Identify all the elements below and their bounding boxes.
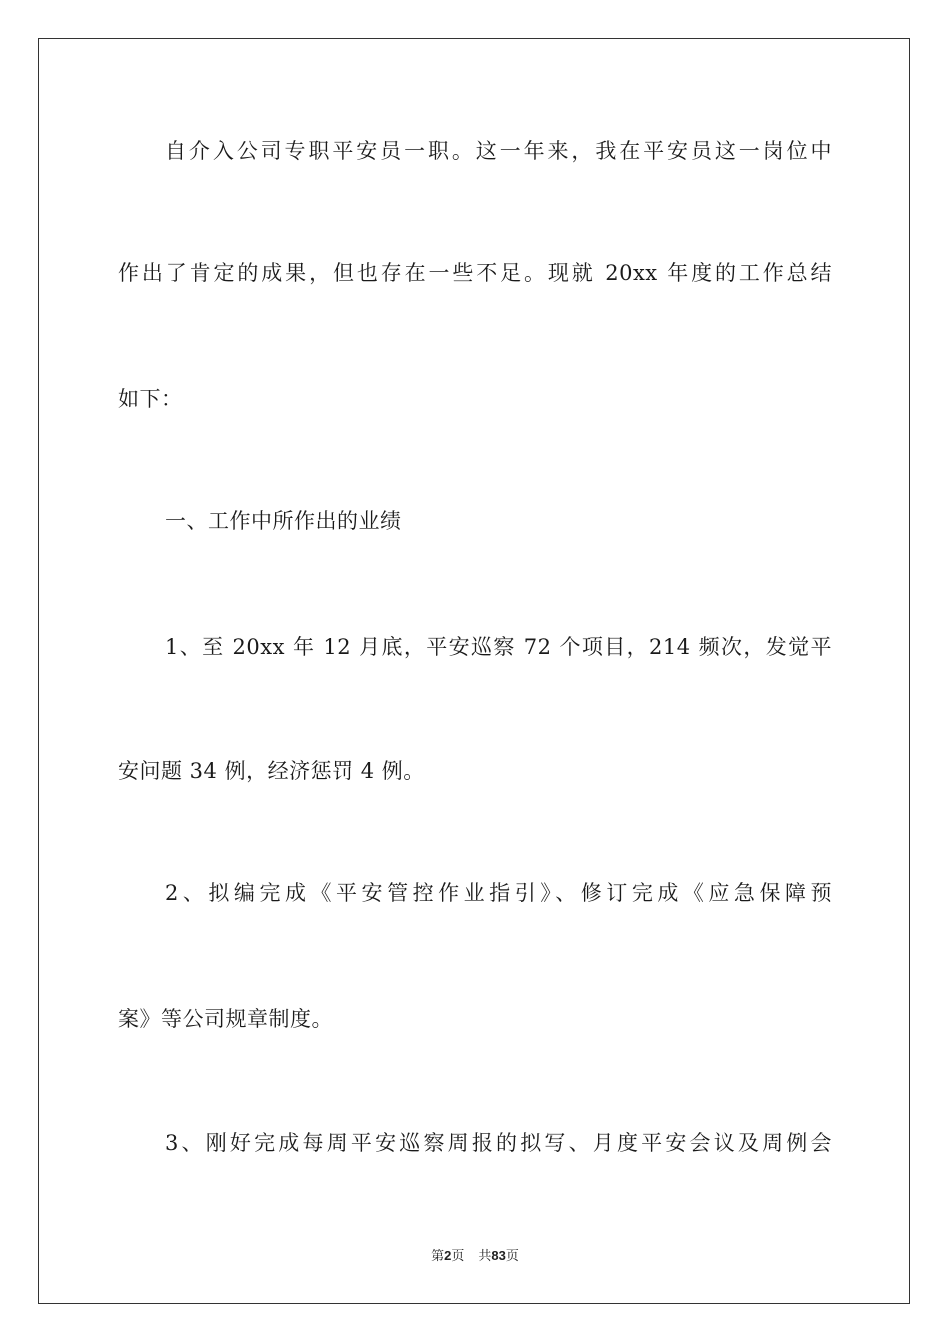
paragraph-line: 如下： bbox=[118, 387, 183, 411]
page-border bbox=[38, 38, 910, 1304]
footer-total-pages: 83 bbox=[491, 1248, 506, 1263]
paragraph-line: 案》等公司规章制度。 bbox=[118, 1007, 333, 1031]
paragraph-line: 安问题 34 例，经济惩罚 4 例。 bbox=[118, 759, 425, 783]
paragraph-line: 1、至 20xx 年 12 月底，平安巡察 72 个项目，214 频次，发觉平 bbox=[165, 635, 832, 659]
paragraph-line: 作出了肯定的成果，但也存在一些不足。现就 20xx 年度的工作总结 bbox=[118, 261, 832, 285]
footer-total-suffix: 页 bbox=[505, 1249, 519, 1264]
paragraph-line: 2、拟编完成《平安管控作业指引》、修订完成《应急保障预 bbox=[165, 881, 832, 905]
footer-page-suffix: 页 bbox=[451, 1249, 465, 1264]
page-footer bbox=[0, 1247, 950, 1266]
section-heading: 一、工作中所作出的业绩 bbox=[165, 509, 402, 533]
footer-page-number: 2 bbox=[444, 1248, 452, 1263]
footer-page-prefix: 第 bbox=[431, 1249, 445, 1264]
paragraph-line: 3、刚好完成每周平安巡察周报的拟写、月度平安会议及周例会 bbox=[165, 1131, 832, 1155]
paragraph-line: 自介入公司专职平安员一职。这一年来，我在平安员这一岗位中 bbox=[165, 139, 832, 163]
footer-total-prefix: 共 bbox=[478, 1249, 492, 1264]
